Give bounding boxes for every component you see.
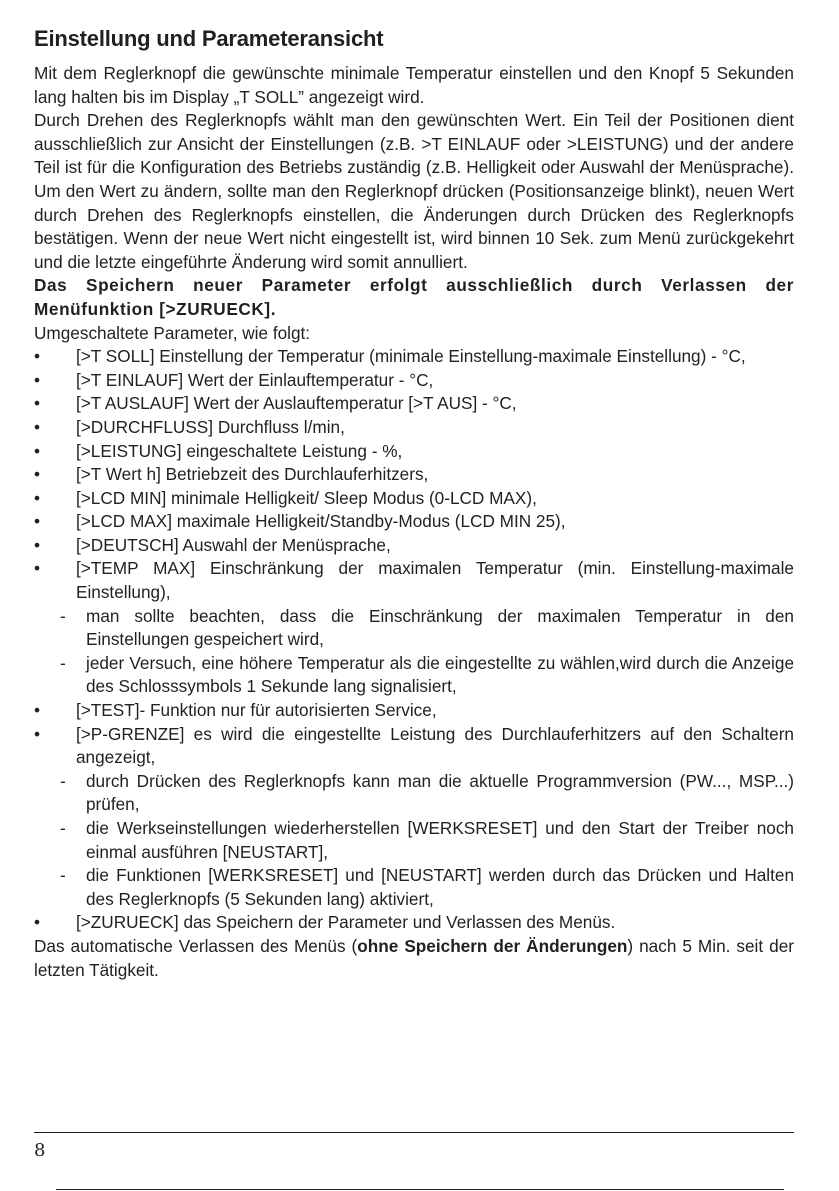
page-number: 8 <box>34 1140 46 1161</box>
sub-item-text: die Funktionen [WERKSRESET] und [NEUSTART] werden durch das Drücken und Halten des Reglerknopfs (5 Sekunden lang) aktiviert, <box>86 865 794 909</box>
bullet-icon: • <box>34 440 41 461</box>
parameter-item-text: [>T AUSLAUF] Wert der Auslauftemperatur [>T AUS] - °C, <box>76 393 517 414</box>
parameter-item-text: [>ZURUECK] das Speichern der Parameter und Verlassen des Menüs. <box>76 912 616 933</box>
parameter-item-text: [>TEST]- Funktion nur für autorisierten Service, <box>76 700 437 721</box>
parameter-item <box>34 369 794 393</box>
closing-text-bold: ohne Speichern der Änderungen <box>357 935 628 956</box>
bottom-divider <box>56 1189 784 1190</box>
parameter-item-text: [>P-GRENZE] es wird die eingestellte Leistung des Durchlauferhitzers auf den Schaltern angezeigt, <box>76 723 794 768</box>
bullet-icon: • <box>34 912 41 933</box>
bullet-icon: • <box>34 534 41 555</box>
sub-list <box>34 605 794 699</box>
dash-icon: - <box>60 818 66 838</box>
parameter-item <box>34 487 794 511</box>
intro-paragraph-2: Durch Drehen des Reglerknopfs wählt man den gewünschten Wert. Ein Teil der Positionen dient ausschließlich zur Ansicht der Einstellungen (z.B. >T EINLAUF oder >LEISTUNG) und der andere Teil ist für die Konfiguration des Betriebs zuständig (z.B. Helligkeit oder Auswahl der Menüsprache). Um den Wert zu ändern, sollte man den Reglerknopf drücken (Positionsanzeige blinkt), neuen Wert durch Drehen des Reglerknopfs einstellen, die Änderungen durch Drücken des Reglerknopfs bestätigen. Wenn der neue Wert nicht eingestellt ist, wird binnen 10 Sek. zum Menü zurückgekehrt und die letzte eingeführte Änderung wird somit annulliert. <box>34 110 794 272</box>
sub-list <box>34 770 794 912</box>
bullet-icon: • <box>34 464 41 485</box>
parameter-item <box>34 699 794 723</box>
bullet-icon: • <box>34 700 41 721</box>
intro-paragraph-1: Mit dem Reglerknopf die gewünschte minimale Temperatur einstellen und den Knopf 5 Sekunden lang halten bis im Display „T SOLL” angezeigt wird. <box>34 63 794 107</box>
sub-item-text: jeder Versuch, eine höhere Temperatur als die eingestellte zu wählen,wird durch die Anzeige des Schlosssymbols 1 Sekunde lang signalisiert, <box>86 652 794 697</box>
parameter-item <box>34 557 794 699</box>
parameter-item-text: [>DEUTSCH] Auswahl der Menüsprache, <box>76 534 391 555</box>
bullet-icon: • <box>34 393 41 414</box>
sub-item <box>34 864 794 911</box>
parameter-list <box>34 345 794 935</box>
section-heading: Einstellung und Parameteransicht <box>34 26 384 51</box>
bullet-icon: • <box>34 487 41 508</box>
parameter-item-text: [>T Wert h] Betriebzeit des Durchlauferhitzers, <box>76 464 429 485</box>
parameter-item <box>34 911 794 935</box>
parameter-item <box>34 723 794 912</box>
bullet-icon: • <box>34 416 41 437</box>
sub-item <box>34 770 794 817</box>
parameter-item <box>34 440 794 464</box>
sub-item <box>34 652 794 699</box>
parameter-item-text: [>T EINLAUF] Wert der Einlauftemperatur - °C, <box>76 369 434 390</box>
sub-item-text: man sollte beachten, dass die Einschränkung der maximalen Temperatur in den Einstellungen gespeichert wird, <box>86 605 794 650</box>
closing-text-after: ) nach 5 Min. seit der letzten Tätigkeit. <box>34 935 794 980</box>
sub-item <box>34 817 794 864</box>
parameter-item-text: [>LCD MAX] maximale Helligkeit/Standby-Modus (LCD MIN 25), <box>76 511 566 532</box>
parameter-item-text: [>LCD MIN] minimale Helligkeit/ Sleep Modus (0-LCD MAX), <box>76 487 537 508</box>
dash-icon: - <box>60 605 66 626</box>
bullet-icon: • <box>34 723 41 744</box>
parameter-item-text: [>T SOLL] Einstellung der Temperatur (minimale Einstellung-maximale Einstellung) - °C, <box>76 346 746 367</box>
parameter-item <box>34 463 794 487</box>
main-content <box>34 24 794 982</box>
parameter-item <box>34 510 794 534</box>
bullet-icon: • <box>34 346 41 367</box>
sub-item <box>34 605 794 652</box>
sub-item-text: durch Drücken des Reglerknopfs kann man die aktuelle Programmversion (PW..., MSP...) prüfen, <box>86 770 794 815</box>
dash-icon: - <box>60 652 66 673</box>
list-intro: Umgeschaltete Parameter, wie folgt: <box>34 322 311 343</box>
bullet-icon: • <box>34 511 41 532</box>
dash-icon: - <box>60 770 66 791</box>
parameter-item <box>34 534 794 558</box>
sub-item-text: die Werkseinstellungen wiederherstellen [WERKSRESET] und den Start der Treiber noch einmal ausführen [NEUSTART], <box>86 818 794 862</box>
dash-icon: - <box>60 865 66 886</box>
closing-text-before: Das automatische Verlassen des Menüs ( <box>34 935 358 956</box>
parameter-item-text: [>TEMP MAX] Einschränkung der maximalen Temperatur (min. Einstellung-maximale Einstellung), <box>76 558 794 603</box>
parameter-item-text: [>DURCHFLUSS] Durchfluss l/min, <box>76 416 345 437</box>
parameter-item <box>34 345 794 369</box>
parameter-item <box>34 392 794 416</box>
bullet-icon: • <box>34 558 41 579</box>
closing-paragraph <box>34 935 794 982</box>
footer-divider <box>34 1132 794 1133</box>
bullet-icon: • <box>34 369 41 390</box>
parameter-item <box>34 416 794 440</box>
parameter-item-text: [>LEISTUNG] eingeschaltete Leistung - %, <box>76 440 403 461</box>
save-note: Das Speichern neuer Parameter erfolgt ausschließlich durch Verlassen der Menüfunktion [>ZURUECK]. <box>34 275 794 319</box>
